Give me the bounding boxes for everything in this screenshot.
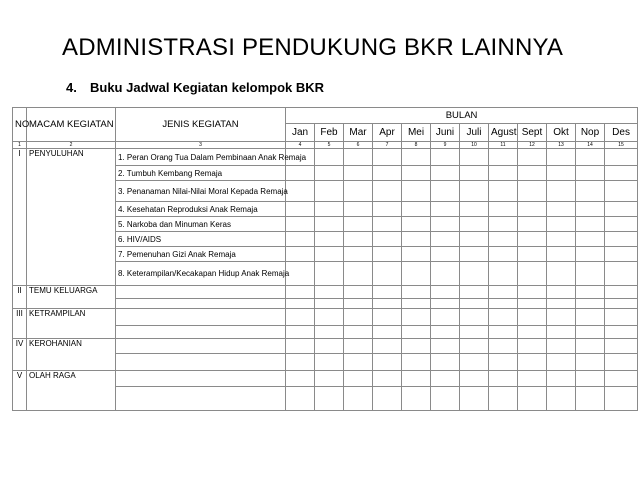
schedule-cell: [373, 181, 402, 202]
schedule-cell: [373, 371, 402, 387]
schedule-cell: [460, 247, 489, 262]
schedule-cell: [576, 247, 605, 262]
schedule-cell: [576, 339, 605, 354]
schedule-table: [12, 107, 638, 411]
schedule-cell: [489, 232, 518, 247]
schedule-cell: [605, 181, 638, 202]
schedule-cell: [344, 247, 373, 262]
schedule-cell: [547, 217, 576, 232]
activity-item: [116, 299, 286, 309]
schedule-cell: [460, 181, 489, 202]
schedule-cell: [547, 166, 576, 181]
schedule-cell: [576, 309, 605, 326]
schedule-cell: [344, 286, 373, 299]
schedule-cell: [286, 309, 315, 326]
schedule-cell: [518, 232, 547, 247]
schedule-cell: [576, 217, 605, 232]
schedule-cell: [402, 354, 431, 371]
schedule-cell: [402, 166, 431, 181]
table-row: [13, 149, 638, 166]
schedule-cell: [431, 299, 460, 309]
schedule-cell: [605, 166, 638, 181]
schedule-cell: [518, 309, 547, 326]
schedule-cell: [431, 286, 460, 299]
schedule-cell: [402, 299, 431, 309]
schedule-cell: [402, 181, 431, 202]
month-header: Juli: [460, 124, 489, 142]
schedule-cell: [489, 387, 518, 411]
section-name: KEROHANIAN: [27, 339, 116, 371]
schedule-cell: [315, 262, 344, 286]
activity-item: [116, 309, 286, 326]
schedule-cell: [576, 387, 605, 411]
schedule-cell: [373, 309, 402, 326]
column-number: 12: [518, 142, 547, 149]
activity-item: 8. Keterampilan/Kecakapan Hidup Anak Remaja: [116, 262, 286, 286]
schedule-cell: [286, 262, 315, 286]
schedule-cell: [402, 326, 431, 339]
schedule-cell: [286, 354, 315, 371]
table-row: [13, 309, 638, 326]
schedule-cell: [373, 299, 402, 309]
schedule-cell: [547, 262, 576, 286]
schedule-cell: [460, 286, 489, 299]
schedule-cell: [605, 309, 638, 326]
column-number: 9: [431, 142, 460, 149]
schedule-cell: [286, 326, 315, 339]
schedule-cell: [373, 387, 402, 411]
schedule-cell: [402, 309, 431, 326]
schedule-cell: [286, 217, 315, 232]
activity-item: [116, 387, 286, 411]
month-header: Okt: [547, 124, 576, 142]
column-number: 15: [605, 142, 638, 149]
activity-item: 4. Kesehatan Reproduksi Anak Remaja: [116, 202, 286, 217]
schedule-cell: [431, 339, 460, 354]
section-name: KETRAMPILAN: [27, 309, 116, 339]
schedule-cell: [431, 371, 460, 387]
schedule-cell: [373, 354, 402, 371]
schedule-cell: [402, 262, 431, 286]
schedule-cell: [344, 387, 373, 411]
schedule-cell: [489, 149, 518, 166]
column-number: 4: [286, 142, 315, 149]
schedule-cell: [286, 339, 315, 354]
schedule-cell: [547, 371, 576, 387]
activity-item: 6. HIV/AIDS: [116, 232, 286, 247]
schedule-cell: [344, 262, 373, 286]
schedule-cell: [460, 339, 489, 354]
schedule-cell: [518, 326, 547, 339]
schedule-cell: [605, 326, 638, 339]
schedule-cell: [489, 217, 518, 232]
schedule-cell: [373, 326, 402, 339]
schedule-cell: [547, 309, 576, 326]
schedule-cell: [344, 181, 373, 202]
schedule-cell: [431, 262, 460, 286]
schedule-cell: [576, 232, 605, 247]
activity-item: [116, 354, 286, 371]
month-header: Juni: [431, 124, 460, 142]
table-row: [13, 371, 638, 387]
column-number: 3: [116, 142, 286, 149]
schedule-cell: [402, 339, 431, 354]
schedule-cell: [547, 149, 576, 166]
schedule-cell: [489, 339, 518, 354]
month-header: Mei: [402, 124, 431, 142]
schedule-cell: [547, 299, 576, 309]
activity-item: [116, 326, 286, 339]
column-number: 8: [402, 142, 431, 149]
column-number: 7: [373, 142, 402, 149]
schedule-cell: [576, 202, 605, 217]
activity-item: 2. Tumbuh Kembang Remaja: [116, 166, 286, 181]
schedule-cell: [460, 149, 489, 166]
schedule-cell: [489, 286, 518, 299]
schedule-cell: [344, 326, 373, 339]
schedule-cell: [576, 181, 605, 202]
schedule-cell: [489, 309, 518, 326]
schedule-cell: [373, 247, 402, 262]
schedule-cell: [431, 202, 460, 217]
schedule-cell: [489, 166, 518, 181]
column-number: 1: [13, 142, 27, 149]
section-number: V: [13, 371, 27, 411]
column-number: 2: [27, 142, 116, 149]
schedule-cell: [460, 326, 489, 339]
schedule-cell: [489, 326, 518, 339]
schedule-cell: [518, 371, 547, 387]
schedule-cell: [373, 217, 402, 232]
schedule-cell: [576, 354, 605, 371]
schedule-cell: [518, 202, 547, 217]
schedule-cell: [547, 354, 576, 371]
schedule-cell: [315, 387, 344, 411]
schedule-cell: [286, 387, 315, 411]
schedule-cell: [460, 387, 489, 411]
schedule-cell: [344, 217, 373, 232]
column-number: 11: [489, 142, 518, 149]
schedule-cell: [431, 354, 460, 371]
schedule-cell: [576, 299, 605, 309]
schedule-cell: [344, 339, 373, 354]
schedule-cell: [344, 354, 373, 371]
column-number-row: [13, 142, 638, 149]
schedule-cell: [402, 286, 431, 299]
month-header: Agust: [489, 124, 518, 142]
schedule-cell: [547, 339, 576, 354]
activity-item: 1. Peran Orang Tua Dalam Pembinaan Anak Remaja: [116, 149, 286, 166]
schedule-cell: [402, 202, 431, 217]
schedule-cell: [315, 326, 344, 339]
schedule-cell: [344, 149, 373, 166]
column-number: 10: [460, 142, 489, 149]
activity-item: 7. Pemenuhan Gizi Anak Remaja: [116, 247, 286, 262]
table-row: [13, 286, 638, 299]
schedule-cell: [315, 202, 344, 217]
section-number: II: [13, 286, 27, 309]
schedule-cell: [286, 232, 315, 247]
schedule-cell: [431, 326, 460, 339]
schedule-cell: [373, 286, 402, 299]
schedule-cell: [605, 371, 638, 387]
schedule-cell: [489, 262, 518, 286]
schedule-cell: [460, 299, 489, 309]
subtitle-number: 4.: [66, 80, 77, 95]
schedule-cell: [576, 286, 605, 299]
schedule-cell: [315, 354, 344, 371]
schedule-cell: [547, 232, 576, 247]
section-name: TEMU KELUARGA: [27, 286, 116, 309]
schedule-cell: [315, 309, 344, 326]
schedule-cell: [286, 286, 315, 299]
schedule-cell: [286, 371, 315, 387]
schedule-cell: [547, 286, 576, 299]
activity-item: [116, 371, 286, 387]
schedule-cell: [576, 262, 605, 286]
schedule-cell: [315, 149, 344, 166]
schedule-cell: [431, 387, 460, 411]
schedule-cell: [547, 387, 576, 411]
schedule-cell: [315, 217, 344, 232]
schedule-cell: [576, 149, 605, 166]
schedule-cell: [315, 247, 344, 262]
schedule-cell: [605, 232, 638, 247]
schedule-cell: [518, 166, 547, 181]
schedule-cell: [460, 232, 489, 247]
schedule-cell: [518, 387, 547, 411]
schedule-cell: [605, 217, 638, 232]
activity-item: 3. Penanaman Nilai-Nilai Moral Kepada Remaja: [116, 181, 286, 202]
schedule-cell: [489, 371, 518, 387]
section-number: IV: [13, 339, 27, 371]
schedule-cell: [286, 166, 315, 181]
schedule-cell: [605, 354, 638, 371]
activity-item: [116, 339, 286, 354]
schedule-cell: [315, 286, 344, 299]
section-name: PENYULUHAN: [27, 149, 116, 286]
schedule-cell: [518, 217, 547, 232]
schedule-cell: [402, 149, 431, 166]
schedule-cell: [547, 247, 576, 262]
schedule-cell: [344, 299, 373, 309]
schedule-cell: [286, 299, 315, 309]
schedule-cell: [605, 299, 638, 309]
section-number: III: [13, 309, 27, 339]
schedule-cell: [605, 339, 638, 354]
schedule-cell: [373, 166, 402, 181]
schedule-cell: [402, 387, 431, 411]
schedule-cell: [576, 371, 605, 387]
month-header: Des: [605, 124, 638, 142]
schedule-cell: [489, 202, 518, 217]
column-number: 5: [315, 142, 344, 149]
schedule-cell: [373, 232, 402, 247]
schedule-cell: [431, 217, 460, 232]
column-number: 14: [576, 142, 605, 149]
schedule-cell: [547, 181, 576, 202]
month-header: Sept: [518, 124, 547, 142]
schedule-cell: [489, 181, 518, 202]
schedule-cell: [460, 309, 489, 326]
schedule-cell: [373, 339, 402, 354]
schedule-cell: [518, 339, 547, 354]
schedule-cell: [431, 232, 460, 247]
schedule-cell: [344, 309, 373, 326]
schedule-cell: [315, 371, 344, 387]
schedule-cell: [518, 354, 547, 371]
header-no: NO: [13, 108, 27, 142]
schedule-cell: [431, 247, 460, 262]
month-header: Mar: [344, 124, 373, 142]
schedule-cell: [402, 371, 431, 387]
schedule-cell: [402, 232, 431, 247]
table-row: [13, 339, 638, 354]
schedule-cell: [344, 371, 373, 387]
activity-item: [116, 286, 286, 299]
schedule-cell: [460, 354, 489, 371]
schedule-cell: [431, 181, 460, 202]
header-jenis-kegiatan: JENIS KEGIATAN: [116, 108, 286, 142]
schedule-cell: [518, 181, 547, 202]
activity-item: 5. Narkoba dan Minuman Keras: [116, 217, 286, 232]
schedule-cell: [605, 247, 638, 262]
schedule-cell: [518, 286, 547, 299]
schedule-cell: [460, 371, 489, 387]
schedule-cell: [431, 309, 460, 326]
schedule-cell: [518, 262, 547, 286]
schedule-cell: [373, 149, 402, 166]
schedule-cell: [402, 247, 431, 262]
section-name: OLAH RAGA: [27, 371, 116, 411]
schedule-cell: [373, 202, 402, 217]
schedule-cell: [402, 217, 431, 232]
header-macam-kegiatan: MACAM KEGIATAN: [27, 108, 116, 142]
schedule-cell: [344, 166, 373, 181]
schedule-cell: [315, 339, 344, 354]
page-title: ADMINISTRASI PENDUKUNG BKR LAINNYA: [62, 34, 564, 61]
schedule-cell: [605, 149, 638, 166]
schedule-cell: [315, 181, 344, 202]
schedule-cell: [518, 247, 547, 262]
month-header: Apr: [373, 124, 402, 142]
section-number: I: [13, 149, 27, 286]
schedule-cell: [286, 247, 315, 262]
schedule-cell: [576, 326, 605, 339]
page-subtitle: [66, 80, 324, 95]
schedule-cell: [460, 202, 489, 217]
schedule-cell: [460, 262, 489, 286]
month-header: Jan: [286, 124, 315, 142]
schedule-cell: [373, 262, 402, 286]
schedule-cell: [315, 232, 344, 247]
schedule-cell: [431, 166, 460, 181]
schedule-cell: [605, 387, 638, 411]
schedule-cell: [286, 202, 315, 217]
schedule-cell: [605, 262, 638, 286]
column-number: 13: [547, 142, 576, 149]
schedule-cell: [576, 166, 605, 181]
schedule-cell: [344, 232, 373, 247]
schedule-cell: [547, 202, 576, 217]
schedule-cell: [489, 354, 518, 371]
schedule-cell: [286, 181, 315, 202]
schedule-cell: [605, 286, 638, 299]
column-number: 6: [344, 142, 373, 149]
schedule-cell: [344, 202, 373, 217]
schedule-cell: [547, 326, 576, 339]
subtitle-text: Buku Jadwal Kegiatan kelompok BKR: [90, 80, 325, 95]
schedule-cell: [518, 149, 547, 166]
month-header: Nop: [576, 124, 605, 142]
schedule-cell: [489, 247, 518, 262]
schedule-cell: [460, 166, 489, 181]
schedule-cell: [518, 299, 547, 309]
schedule-cell: [460, 217, 489, 232]
header-bulan: BULAN: [286, 108, 638, 124]
schedule-cell: [489, 299, 518, 309]
schedule-cell: [315, 166, 344, 181]
schedule-cell: [431, 149, 460, 166]
schedule-cell: [315, 299, 344, 309]
schedule-body: [13, 149, 638, 411]
month-header: Feb: [315, 124, 344, 142]
schedule-cell: [605, 202, 638, 217]
